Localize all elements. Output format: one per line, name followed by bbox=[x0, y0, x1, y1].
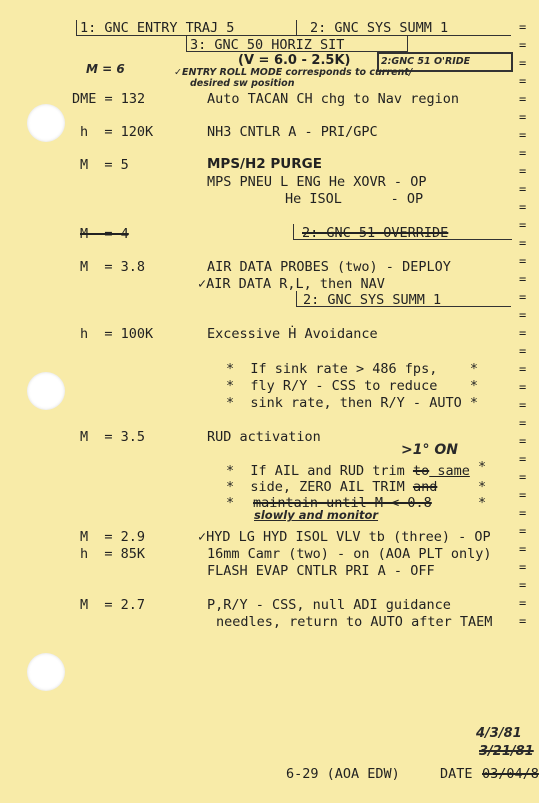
change-bar: = bbox=[519, 272, 527, 286]
velocity-range: (V = 6.0 - 2.5K) bbox=[238, 53, 351, 68]
m4-override-tab: 2: GNC 51 OVERRIDE bbox=[302, 225, 449, 241]
air-data-probes: AIR DATA PROBES (two) - DEPLOY bbox=[207, 259, 451, 275]
change-bar: = bbox=[519, 434, 527, 448]
rud-note-1 bbox=[226, 463, 470, 479]
change-bar: = bbox=[519, 110, 527, 124]
change-bar: = bbox=[519, 596, 527, 610]
punch-hole-middle bbox=[27, 372, 65, 410]
change-bar: = bbox=[519, 308, 527, 322]
flash-evap-line: FLASH EVAP CNTLR PRI A - OFF bbox=[207, 563, 435, 579]
m29-label: M = 2.9 bbox=[80, 529, 146, 545]
mps-pneu-line: MPS PNEU L ENG He XOVR - OP bbox=[207, 174, 427, 190]
change-bar: = bbox=[519, 488, 527, 502]
sink-note-2: * fly R/Y - CSS to reduce * bbox=[226, 378, 478, 394]
header-tab-3: 3: GNC 50 HORIZ SIT bbox=[190, 37, 345, 53]
h-dot-avoidance: Excessive Ḣ Avoidance bbox=[207, 326, 378, 342]
change-bar: = bbox=[519, 254, 527, 268]
h120-text: NH3 CNTLR A - PRI/GPC bbox=[207, 124, 378, 140]
rud-note-2-star: * bbox=[478, 479, 487, 495]
m38-sys-summ-tab: 2: GNC SYS SUMM 1 bbox=[303, 292, 442, 308]
h100-label: h = 100K bbox=[80, 326, 154, 342]
change-bar: = bbox=[519, 452, 527, 466]
change-bar: = bbox=[519, 542, 527, 556]
date-struck: 03/04/8 bbox=[482, 766, 539, 782]
header-tab-1: 1: GNC ENTRY TRAJ 5 bbox=[80, 20, 235, 36]
rud-note-1-struck: to bbox=[412, 463, 430, 479]
rud-activation: RUD activation bbox=[207, 429, 321, 445]
header-tab-2: 2: GNC SYS SUMM 1 bbox=[310, 20, 449, 36]
rud-note-2-text: * side, ZERO AIL TRIM bbox=[226, 479, 413, 495]
hand-deg-on: >1° ON bbox=[401, 442, 458, 458]
hand-roll-mode-note-1: ✓ENTRY ROLL MODE corresponds to current/ bbox=[174, 67, 413, 78]
change-bar: = bbox=[519, 218, 527, 232]
change-bar: = bbox=[519, 398, 527, 412]
change-bar: = bbox=[519, 290, 527, 304]
change-bar: = bbox=[519, 236, 527, 250]
rud-note-2 bbox=[226, 479, 437, 495]
air-data-nav: ✓AIR DATA R,L, then NAV bbox=[198, 276, 385, 292]
change-bar: = bbox=[519, 56, 527, 70]
m38-label: M = 3.8 bbox=[80, 259, 146, 275]
css-line-1: P,R/Y - CSS, null ADI guidance bbox=[207, 597, 451, 613]
change-bar: = bbox=[519, 182, 527, 196]
change-bar: = bbox=[519, 506, 527, 520]
m4-label: M = 4 bbox=[80, 226, 129, 242]
hyd-lg-isol: ✓HYD LG HYD ISOL VLV tb (three) - OP bbox=[198, 529, 491, 545]
he-isol-line: He ISOL - OP bbox=[285, 191, 424, 207]
change-bar: = bbox=[519, 470, 527, 484]
dme-label: DME = 132 bbox=[72, 91, 146, 107]
rud-note-3-star-end: * bbox=[478, 495, 487, 511]
m5-label: M = 5 bbox=[80, 157, 129, 173]
change-bar: = bbox=[519, 362, 527, 376]
sink-note-3: * sink rate, then R/Y - AUTO * bbox=[226, 395, 478, 411]
change-bar: = bbox=[519, 74, 527, 88]
mps-purge-title: MPS/H2 PURGE bbox=[207, 156, 322, 172]
camera-line: 16mm Camr (two) - on (AOA PLT only) bbox=[207, 546, 492, 562]
punch-hole-top bbox=[27, 104, 65, 142]
change-bar: = bbox=[519, 344, 527, 358]
h120-label: h = 120K bbox=[80, 124, 154, 140]
rud-note-2-struck: and bbox=[412, 479, 438, 495]
hand-date-1: 4/3/81 bbox=[476, 726, 522, 741]
change-bar: = bbox=[519, 128, 527, 142]
m35-label: M = 3.5 bbox=[80, 429, 146, 445]
date-label: DATE bbox=[440, 766, 473, 782]
punch-hole-bottom bbox=[27, 653, 65, 691]
change-bar: = bbox=[519, 560, 527, 574]
change-bar: = bbox=[519, 200, 527, 214]
change-bar: = bbox=[519, 20, 527, 34]
hand-date-2: 3/21/81 bbox=[479, 744, 534, 759]
rud-note-3-struck: maintain until M < 0.8 bbox=[253, 495, 432, 511]
rud-note-3-star: * bbox=[226, 495, 235, 511]
sink-note-1: * If sink rate > 486 fps, * bbox=[226, 361, 478, 377]
rud-note-1-same: same bbox=[429, 463, 470, 479]
change-bar: = bbox=[519, 326, 527, 340]
hand-slowly-monitor: slowly and monitor bbox=[254, 508, 379, 522]
change-bar: = bbox=[519, 416, 527, 430]
change-bar: = bbox=[519, 614, 527, 628]
hand-override-tab: 2:GNC 51 O'RIDE bbox=[381, 56, 471, 67]
rud-note-1-text: * If AIL and RUD trim bbox=[226, 463, 413, 479]
hand-mach-6: M = 6 bbox=[86, 62, 125, 76]
hand-roll-mode-note-2: desired sw position bbox=[190, 78, 295, 89]
m27-label: M = 2.7 bbox=[80, 597, 146, 613]
change-bar: = bbox=[519, 146, 527, 160]
dme-text: Auto TACAN CH chg to Nav region bbox=[207, 91, 459, 107]
change-bar: = bbox=[519, 92, 527, 106]
change-bar: = bbox=[519, 380, 527, 394]
h85-label: h = 85K bbox=[80, 546, 146, 562]
change-bar: = bbox=[519, 38, 527, 52]
change-bar: = bbox=[519, 578, 527, 592]
page-number: 6-29 (AOA EDW) bbox=[286, 766, 400, 782]
change-bar: = bbox=[519, 524, 527, 538]
change-bar: = bbox=[519, 164, 527, 178]
rud-note-1-star: * bbox=[478, 459, 487, 475]
css-line-2: needles, return to AUTO after TAEM bbox=[216, 614, 493, 630]
